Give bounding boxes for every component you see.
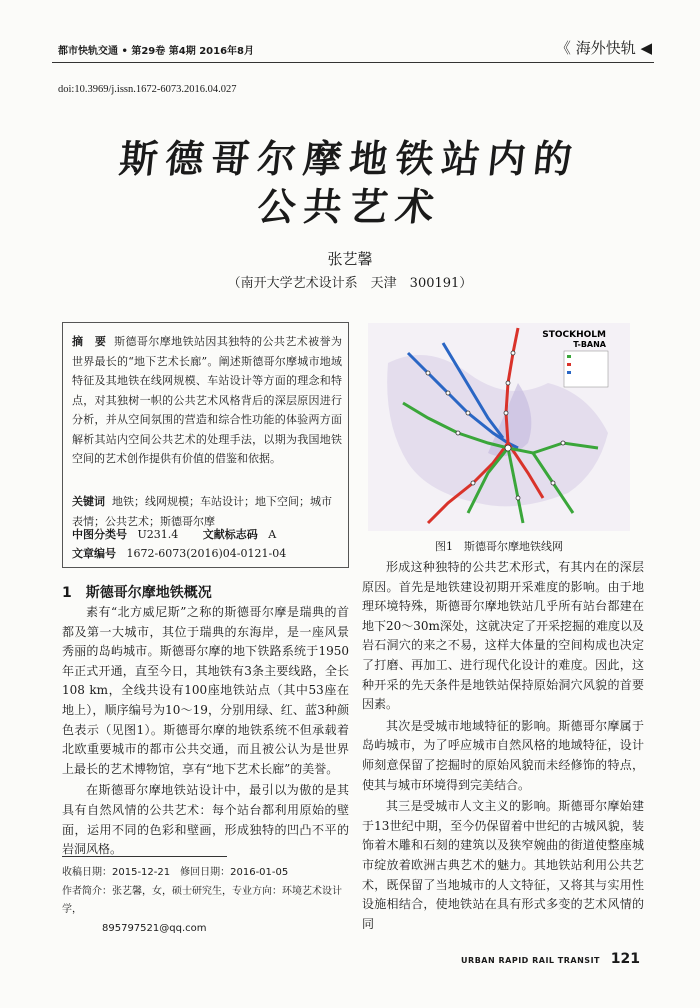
- paragraph: 素有“北方威尼斯”之称的斯德哥尔摩是瑞典的首都及第一大城市，其位于瑞典的东海岸，是一座风景秀丽的岛屿城市。斯德哥尔摩的地下铁路系统于1950年正式开通，直至今日，其地铁有3条主要线路，全长108 km，全线共设有100座地铁站点（其中53座在地上），顺序编号为10～19，分别用绿、红、蓝3种颜色表示（见图1）。斯德哥尔摩的地铁系统不但承载着北欧重要城市的都市公共交通，而且被公认为是世界上最长的艺术博物馆，享有“地下艺术长廊”的美誉。: [62, 605, 349, 776]
- abstract: [72, 332, 342, 469]
- footnote: [62, 864, 352, 938]
- affiliation: （南开大学艺术设计系 天津 300191）: [227, 276, 473, 291]
- doc-code-label: 文献标志码: [202, 528, 258, 541]
- paragraph: 形成这种独特的公共艺术形式，有其内在的深层原因。首先是地铁建设初期开采难度的影响。由于地理环境特殊，斯德哥尔摩地铁站几乎所有站台都建在地下20～30m深处，这就决定了开采挖掘的难度以及岩石洞穴的来之不易，这样大体量的空间构成也决定了打磨、再加工、进行现代化设计的难度。因此，这种开采的先天条件是地铁站保持原始洞穴风貌的首要因素。: [362, 560, 644, 712]
- metro-map: [368, 323, 630, 531]
- page-number: 121: [610, 951, 640, 967]
- clc-label: 中图分类号: [72, 528, 127, 541]
- section-header: 《 海外快轨 ◀: [555, 39, 652, 57]
- body-left-column: [62, 603, 349, 862]
- doc-code-value: A: [268, 528, 277, 541]
- journal-header: 都市快轨交通 • 第29卷 第4期 2016年8月: [58, 46, 254, 57]
- classification: [72, 526, 276, 542]
- map-title: STOCKHOLM: [542, 330, 606, 340]
- article-title-line2: 公共艺术: [255, 184, 445, 229]
- footnote-rule: [62, 856, 227, 857]
- body-right-column: [362, 558, 644, 936]
- received-date: 收稿日期：2015-12-21 修回日期：2016-01-05: [62, 867, 289, 878]
- footer-label: URBAN RAPID RAIL TRANSIT: [461, 956, 600, 965]
- article-title-line1: 斯德哥尔摩地铁站内的: [117, 136, 583, 181]
- abstract-label: 摘 要: [72, 335, 107, 348]
- keywords-text: 地铁；线网规模；车站设计；地下空间；城市表情；公共艺术；斯德哥尔摩: [72, 495, 332, 528]
- abstract-text: 斯德哥尔摩地铁站因其独特的公共艺术被誉为世界最长的“地下艺术长廊”。阐述斯德哥尔摩城市地域特征及其地铁在线网规模、车站设计等方面的理念和特点，对其独树一帜的公共艺术风格背后的深层原因进行分析，并从空间氛围的营造和综合性功能的体验两方面解析其站内空间公共艺术的处理手法，以期为我国地铁空间的艺术创作提供有价值的借鉴和依据。: [72, 335, 342, 465]
- figure-caption: 图1 斯德哥尔摩地铁线网: [435, 540, 563, 553]
- author: 张艺馨: [327, 250, 373, 268]
- article-no-label: 文章编号: [72, 547, 116, 560]
- author-bio: 作者简介：张艺馨，女，硕士研究生，专业方向：环境艺术设计学，: [62, 885, 342, 915]
- author-email: 895797521@qq.com: [102, 922, 207, 934]
- article-no-value: 1672-6073(2016)04-0121-04: [126, 547, 287, 560]
- clc-value: U231.4: [137, 528, 179, 541]
- map-subtitle: T-BANA: [573, 340, 606, 349]
- keywords-label: 关键词: [72, 495, 105, 508]
- header-rule: [52, 62, 654, 63]
- paragraph: 其三是受城市人文主义的影响。斯德哥尔摩始建于13世纪中期，至今仍保留着中世纪的古城风貌，装饰着木雕和石刻的建筑以及狭窄婉曲的街道使整座城市绽放着欧洲古典艺术的魅力。其地铁站利用公共艺术，既保留了当地城市的人文特征，又将其与实用性设施相结合，使地铁站在具有形式多变的艺术风情的同: [362, 799, 644, 931]
- paragraph: 在斯德哥尔摩地铁站设计中，最引以为傲的是其具有自然风情的公共艺术：每个站台都利用原始的壁面，运用不同的色彩和壁画，形成独特的凹凸不平的岩洞风格。: [62, 783, 349, 857]
- article-number: [72, 545, 286, 561]
- doi: doi:10.3969/j.issn.1672-6073.2016.04.027: [58, 84, 237, 95]
- section-1-title: 1 斯德哥尔摩地铁概况: [62, 585, 212, 601]
- paragraph: 其次是受城市地域特征的影响。斯德哥尔摩属于岛屿城市，为了呼应城市自然风格的地域特征，设计师刻意保留了挖掘时的原始风貌而未经修饰的特点，使其与城市环境得到完美结合。: [362, 718, 644, 792]
